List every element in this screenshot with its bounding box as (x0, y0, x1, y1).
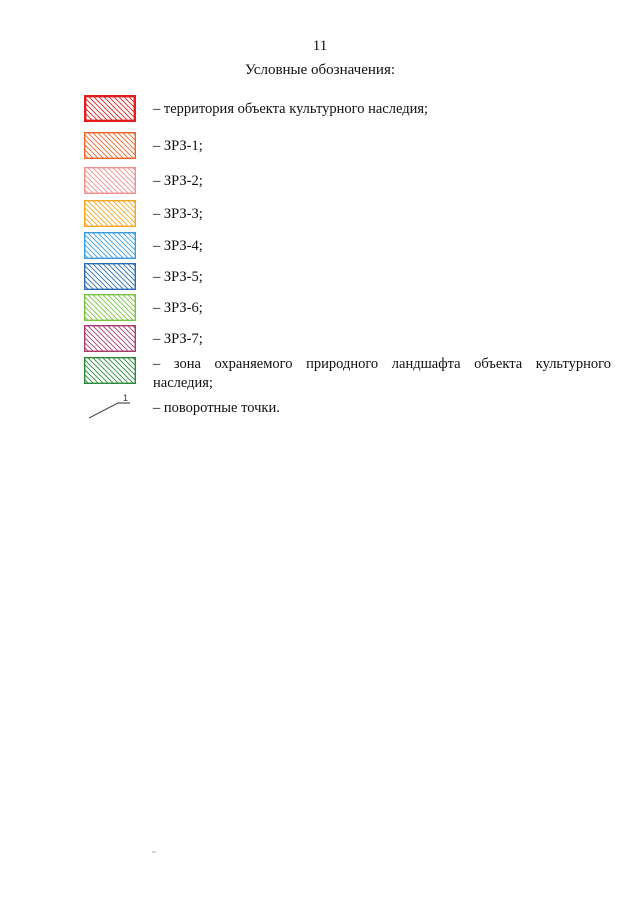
legend-label: – ЗРЗ-6; (153, 300, 203, 316)
zrz-1-hatch-swatch (84, 132, 136, 159)
ocn-territory-hatch-swatch (84, 95, 136, 122)
turning-point-number: 1 (123, 393, 129, 403)
legend-label: – ЗРЗ-5; (153, 269, 203, 285)
zrz-2-hatch-swatch (84, 167, 136, 194)
zrz-5-hatch-swatch (84, 263, 136, 290)
legend-label: – поворотные точки. (153, 400, 280, 416)
zrz-3-hatch-swatch (84, 200, 136, 227)
legend-label: – ЗРЗ-4; (153, 238, 203, 254)
legend-label: – территория объекта культурного наследия; (153, 101, 429, 117)
zrz-7-hatch-swatch (84, 325, 136, 352)
turning-point-marker-icon (84, 392, 136, 422)
page-number: 11 (312, 38, 328, 54)
landscape-zone-hatch-swatch (84, 357, 136, 384)
legend-label: – ЗРЗ-3; (153, 206, 203, 222)
legend-label: – ЗРЗ-1; (153, 138, 203, 154)
page-title: Условные обозначения: (244, 62, 396, 78)
scan-speck (152, 851, 156, 853)
legend-label: – ЗРЗ-7; (153, 331, 203, 347)
legend-label: – ЗРЗ-2; (153, 173, 203, 189)
legend-label: – зона охраняемого природного ландшафта объекта культурного наследия; (153, 356, 611, 391)
zrz-4-hatch-swatch (84, 232, 136, 259)
zrz-6-hatch-swatch (84, 294, 136, 321)
